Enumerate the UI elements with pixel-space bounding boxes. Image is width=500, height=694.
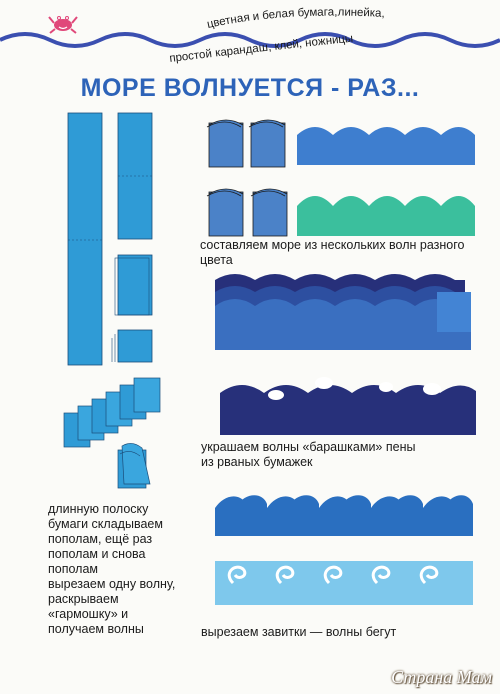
instruction-line: длинную полоску xyxy=(48,502,149,516)
crab-icon xyxy=(48,8,78,38)
caption-foam xyxy=(201,440,481,470)
strana-mam-watermark: Страна Мам xyxy=(391,667,492,687)
svg-text:цветная и белая бумага,линейка xyxy=(206,7,385,31)
materials-line-1: цветная и белая бумага,линейка, xyxy=(205,6,386,31)
instruction-line: раскрываем xyxy=(48,592,119,606)
curling-wave-strip xyxy=(215,486,477,536)
page-title: МОРЕ ВОЛНУЕТСЯ - РАЗ... xyxy=(80,74,420,102)
materials-line-2: простой карандаш, клей, ножницы xyxy=(168,32,354,65)
foam-wave-strip xyxy=(220,375,480,437)
layered-wave-strips xyxy=(215,272,475,350)
caption-curls: вырезаем завитки — волны бегут xyxy=(201,625,397,639)
caption-several-waves xyxy=(200,238,490,268)
instruction-line: пополам, ещё раз xyxy=(48,532,153,546)
instruction-line: бумаги складываем xyxy=(48,517,163,531)
folding-steps-illustration xyxy=(60,110,185,490)
light-blue-curl-strip xyxy=(215,553,477,605)
caption-several-waves-line-2: цвета xyxy=(200,253,233,267)
mint-scallop-wave-strip xyxy=(205,180,480,240)
caption-foam-line-1: украшаем волны «барашками» пены xyxy=(201,440,416,454)
instruction-line: получаем волны xyxy=(48,622,144,636)
instruction-line: вырезаем одну волну, xyxy=(48,577,176,591)
materials-list xyxy=(168,4,408,66)
svg-text:простой карандаш, клей, ножниц xyxy=(169,33,354,65)
blue-scallop-wave-strip xyxy=(205,113,480,173)
instruction-line: пополам и снова xyxy=(48,547,146,561)
caption-several-waves-line-1: составляем море из нескольких волн разного xyxy=(200,238,465,252)
caption-foam-line-2: из рваных бумажек xyxy=(201,455,313,469)
instruction-line: «гармошку» и xyxy=(48,607,129,621)
instructions-text xyxy=(48,502,198,637)
instruction-line: пополам xyxy=(48,562,99,576)
